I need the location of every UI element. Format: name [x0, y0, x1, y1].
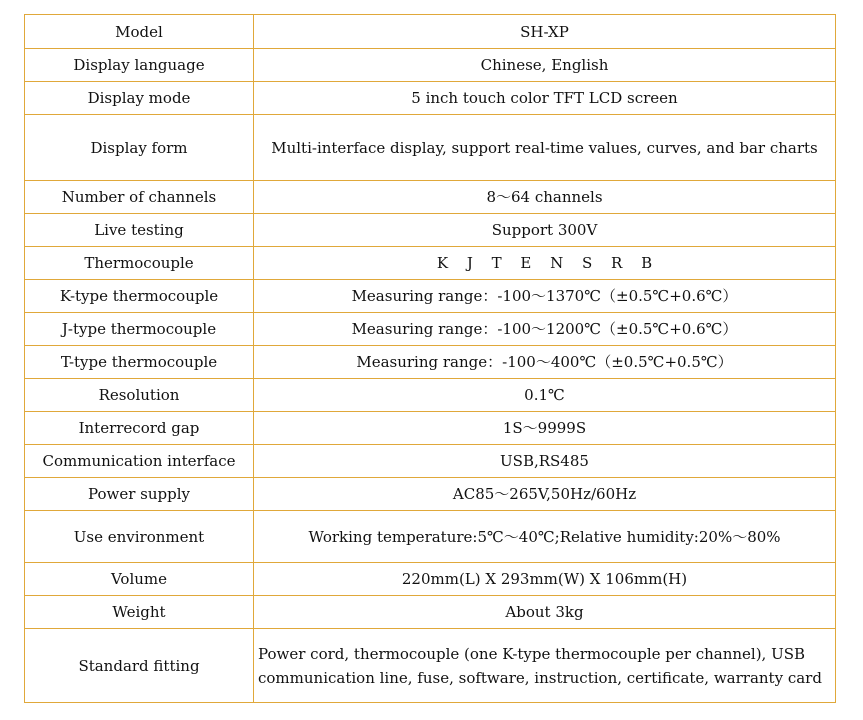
- row-value-interrecord-gap: 1S～9999S: [254, 412, 836, 445]
- row-value-k-type-thermocouple: Measuring range：-100～1370℃（±0.5℃+0.6℃）: [254, 280, 836, 313]
- row-label-standard-fitting: Standard fitting: [25, 629, 254, 703]
- table-row: [25, 15, 836, 49]
- row-label-live-testing: Live testing: [25, 214, 254, 247]
- row-label-number-of-channels: Number of channels: [25, 181, 254, 214]
- row-label-t-type-thermocouple: T-type thermocouple: [25, 346, 254, 379]
- row-value-display-mode: 5 inch touch color TFT LCD screen: [254, 82, 836, 115]
- row-value-communication-interface: USB,RS485: [254, 445, 836, 478]
- row-label-display-mode: Display mode: [25, 82, 254, 115]
- row-value-volume: 220mm(L) X 293mm(W) X 106mm(H): [254, 563, 836, 596]
- table-row: [25, 247, 836, 280]
- row-label-weight: Weight: [25, 596, 254, 629]
- row-label-resolution: Resolution: [25, 379, 254, 412]
- row-value-power-supply: AC85～265V,50Hz/60Hz: [254, 478, 836, 511]
- table-row: [25, 346, 836, 379]
- table-row: [25, 596, 836, 629]
- row-value-use-environment: Working temperature:5℃～40℃;Relative humidity:20%～80%: [254, 511, 836, 563]
- table-row: [25, 445, 836, 478]
- row-label-j-type-thermocouple: J-type thermocouple: [25, 313, 254, 346]
- row-label-communication-interface: Communication interface: [25, 445, 254, 478]
- row-value-live-testing: Support 300V: [254, 214, 836, 247]
- spec-table: [24, 14, 836, 703]
- row-label-thermocouple: Thermocouple: [25, 247, 254, 280]
- row-label-volume: Volume: [25, 563, 254, 596]
- table-row: [25, 412, 836, 445]
- table-row: [25, 563, 836, 596]
- row-label-model: Model: [25, 15, 254, 49]
- row-label-use-environment: Use environment: [25, 511, 254, 563]
- row-value-model: SH-XP: [254, 15, 836, 49]
- table-row: [25, 313, 836, 346]
- table-row: [25, 49, 836, 82]
- row-label-interrecord-gap: Interrecord gap: [25, 412, 254, 445]
- table-row: [25, 478, 836, 511]
- row-value-number-of-channels: 8～64 channels: [254, 181, 836, 214]
- row-value-display-language: Chinese, English: [254, 49, 836, 82]
- table-row: [25, 115, 836, 181]
- row-label-display-language: Display language: [25, 49, 254, 82]
- row-value-resolution: 0.1℃: [254, 379, 836, 412]
- table-row: [25, 181, 836, 214]
- table-row: [25, 629, 836, 703]
- row-label-display-form: Display form: [25, 115, 254, 181]
- table-row: [25, 82, 836, 115]
- row-label-power-supply: Power supply: [25, 478, 254, 511]
- row-value-weight: About 3kg: [254, 596, 836, 629]
- table-row: [25, 280, 836, 313]
- row-value-display-form: Multi-interface display, support real-time values, curves, and bar charts: [254, 115, 836, 181]
- row-value-thermocouple: K J T E N S R B: [254, 247, 836, 280]
- table-row: [25, 511, 836, 563]
- table-row: [25, 379, 836, 412]
- row-value-t-type-thermocouple: Measuring range：-100～400℃（±0.5℃+0.5℃）: [254, 346, 836, 379]
- row-value-standard-fitting: Power cord, thermocouple (one K-type thermocouple per channel), USB communication line, fuse, software, instruction, certificate, warranty card: [254, 629, 836, 703]
- row-label-k-type-thermocouple: K-type thermocouple: [25, 280, 254, 313]
- row-value-j-type-thermocouple: Measuring range：-100～1200℃（±0.5℃+0.6℃）: [254, 313, 836, 346]
- table-row: [25, 214, 836, 247]
